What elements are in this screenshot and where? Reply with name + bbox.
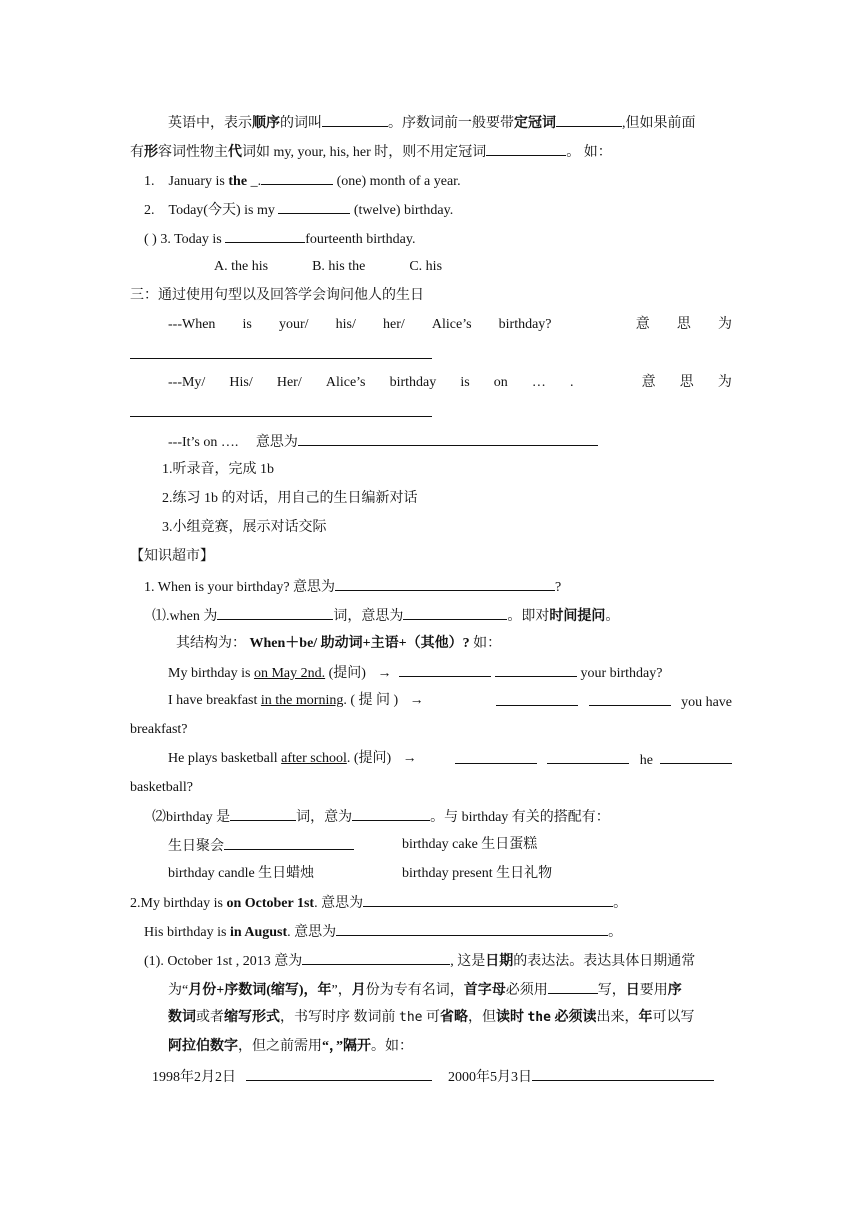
word: is xyxy=(460,375,470,390)
fill-blank[interactable] xyxy=(302,950,450,965)
pattern-2-answer-line xyxy=(130,402,432,424)
word: . xyxy=(569,375,574,390)
collocation-row-1 xyxy=(168,835,354,857)
fill-blank[interactable] xyxy=(455,749,537,764)
bold-text: 年 xyxy=(638,1010,653,1025)
text: _. xyxy=(247,174,262,189)
text: fourteenth birthday. xyxy=(305,232,416,247)
text: 的表达法。表达具体日期通常 xyxy=(513,954,696,969)
fill-blank[interactable] xyxy=(230,806,296,821)
step-3 xyxy=(162,518,327,538)
bold-text: in August xyxy=(229,925,288,940)
word: 思 xyxy=(676,317,691,332)
text: ⑴.when 为 xyxy=(152,609,218,624)
text: 。序数词前一般要带 xyxy=(388,116,514,131)
example-1 xyxy=(168,662,662,684)
arrow-icon: → xyxy=(409,693,424,708)
example-3 xyxy=(168,749,732,771)
bold-text: 阿拉伯数字 xyxy=(168,1039,238,1054)
step-2 xyxy=(162,489,418,509)
text: 2000年5月3日 xyxy=(448,1070,532,1085)
date-rule-line-4 xyxy=(168,1037,413,1057)
bold-text: on October 1st xyxy=(226,896,315,911)
question-3-options xyxy=(214,257,442,277)
fill-blank[interactable] xyxy=(556,112,622,127)
bold-text: 读时 xyxy=(495,1010,528,1025)
fill-blank[interactable] xyxy=(495,662,577,677)
mono-text: the xyxy=(527,1010,551,1025)
word: your/ xyxy=(278,317,309,332)
text: ，书写时序 数词前 xyxy=(280,1010,399,1025)
text: (one) month of a year. xyxy=(333,174,461,189)
word: 意 xyxy=(635,317,650,332)
arrow-icon: → xyxy=(377,666,392,681)
text: you have xyxy=(681,695,732,710)
text: 。 如： xyxy=(566,145,612,160)
text: birthday candle 生日蜡烛 xyxy=(168,866,315,881)
option-a[interactable]: A. the his xyxy=(214,259,269,274)
text: 英语中，表示 xyxy=(168,116,252,131)
text: birthday cake 生日蛋糕 xyxy=(402,837,538,852)
underlined-text: after school xyxy=(281,751,347,766)
fill-blank[interactable] xyxy=(130,344,432,359)
question-number: 1. xyxy=(144,174,155,189)
text: His birthday is xyxy=(144,925,230,940)
text: 。即对 xyxy=(507,609,550,624)
underlined-text: on May 2nd. xyxy=(253,666,326,681)
text: 。 xyxy=(613,896,628,911)
pattern-1 xyxy=(168,315,732,335)
word: is xyxy=(242,317,252,332)
step-1 xyxy=(162,460,274,480)
fill-blank[interactable] xyxy=(352,806,430,821)
text: 词，意思为 xyxy=(333,609,404,624)
fill-blank[interactable] xyxy=(225,228,305,243)
bold-text: 必须读 xyxy=(550,1010,597,1025)
pattern-3 xyxy=(168,431,598,453)
fill-blank[interactable] xyxy=(336,921,608,936)
knowledge-2-b xyxy=(144,921,622,943)
word: his/ xyxy=(335,317,356,332)
fill-blank[interactable] xyxy=(298,431,598,446)
mono-text: the xyxy=(399,1010,423,1025)
text: ? xyxy=(555,580,562,595)
fill-blank[interactable] xyxy=(660,749,732,764)
bold-text: the xyxy=(228,174,248,189)
fill-blank[interactable] xyxy=(532,1066,714,1081)
text: . ( 提 问 ) xyxy=(343,693,402,708)
text: He plays basketball xyxy=(168,751,282,766)
text: (提问) xyxy=(325,666,370,681)
section-3-heading xyxy=(130,286,424,306)
bold-text: 月 xyxy=(351,983,366,998)
word: birthday xyxy=(389,375,437,390)
bold-text: When＋be/ 助动词+主语+（其他）? xyxy=(249,636,470,651)
text: . 意思为 xyxy=(287,925,337,940)
bold-text: 省略 xyxy=(439,1010,468,1025)
bold-text: 形 xyxy=(144,145,158,160)
fill-blank[interactable] xyxy=(278,199,350,214)
knowledge-1 xyxy=(144,576,561,598)
fill-blank[interactable] xyxy=(589,691,671,706)
text: 3.小组竞赛，展示对话交际 xyxy=(162,520,327,535)
text: January is xyxy=(168,174,229,189)
example-3-cont xyxy=(130,778,193,798)
bold-text: 序 xyxy=(667,983,682,998)
fill-blank[interactable] xyxy=(322,112,388,127)
word: on xyxy=(493,375,508,390)
text: your birthday? xyxy=(576,666,663,681)
text: 写， xyxy=(597,983,626,998)
text: . 意思为 xyxy=(314,896,364,911)
text: 。如： xyxy=(371,1039,413,1054)
word: ---When xyxy=(168,317,216,332)
text: 为“ xyxy=(168,983,189,998)
text: Today(今天) is my xyxy=(168,203,279,218)
text: 。与 birthday 有关的搭配有： xyxy=(430,810,610,825)
text: breakfast? xyxy=(130,722,188,737)
question-3 xyxy=(144,228,415,250)
fill-blank[interactable] xyxy=(548,979,598,994)
text: (twelve) birthday. xyxy=(350,203,454,218)
word: Alice’s xyxy=(431,317,472,332)
fill-blank[interactable] xyxy=(486,141,566,156)
text: birthday present 生日礼物 xyxy=(402,866,553,881)
text: 出来， xyxy=(596,1010,639,1025)
fill-blank[interactable] xyxy=(217,605,333,620)
text: ，但 xyxy=(467,1010,496,1025)
text: 可以写 xyxy=(652,1010,695,1025)
bold-text: 首字母 xyxy=(463,983,506,998)
word: birthday? xyxy=(498,317,552,332)
example-2-cont xyxy=(130,720,188,740)
text: 其结构为： xyxy=(176,636,250,651)
word: 为 xyxy=(717,317,732,332)
text: , 这是 xyxy=(450,954,486,969)
question-number: 2. xyxy=(144,203,155,218)
structure-line xyxy=(176,634,501,654)
option-c[interactable]: C. his xyxy=(409,259,443,274)
bold-text: “，”隔开 xyxy=(322,1039,371,1054)
fill-blank[interactable] xyxy=(246,1066,432,1081)
collocation-row-2 xyxy=(168,864,314,884)
fill-blank[interactable] xyxy=(130,402,432,417)
text: ，但之前需用 xyxy=(238,1039,322,1054)
text: 的词叫 xyxy=(280,116,322,131)
ordinal-paragraph-line-2 xyxy=(130,141,612,163)
bold-text: 顺序 xyxy=(252,116,280,131)
fill-blank[interactable] xyxy=(261,170,333,185)
text: 生日聚会 xyxy=(168,839,224,854)
text: 容词性物主 xyxy=(158,145,228,160)
text: 必须用 xyxy=(505,983,548,998)
word: … xyxy=(531,375,546,390)
word: His/ xyxy=(229,375,253,390)
text: 或者 xyxy=(196,1010,224,1025)
example-2 xyxy=(168,691,732,713)
ordinal-paragraph-line-1 xyxy=(168,112,696,134)
fill-blank[interactable] xyxy=(335,576,555,591)
text: 如： xyxy=(469,636,502,651)
option-b[interactable]: B. his the xyxy=(312,259,366,274)
word: ---My/ xyxy=(168,375,206,390)
text: I have breakfast xyxy=(168,693,261,708)
text: ,但如果前面 xyxy=(622,116,696,131)
knowledge-2 xyxy=(130,892,627,914)
word: 为 xyxy=(717,375,732,390)
text: 要用 xyxy=(639,983,668,998)
date-rule-line-2 xyxy=(168,979,682,1001)
text: 词如 my, your, his, her 时，则不用定冠词 xyxy=(242,145,487,160)
word: Her/ xyxy=(276,375,302,390)
word: 思 xyxy=(679,375,694,390)
text: 份为专有名词， xyxy=(365,983,464,998)
date-rule-line-3 xyxy=(168,1008,694,1028)
bold-text: 时间提问 xyxy=(549,609,606,624)
collocation-row-1-b xyxy=(402,835,537,855)
text: ”， xyxy=(331,983,352,998)
fill-blank[interactable] xyxy=(399,662,491,677)
text: 1998年2月2日 xyxy=(152,1070,236,1085)
question-2 xyxy=(144,199,453,221)
bold-text: 缩写形式 xyxy=(224,1010,280,1025)
date-rule-line-1 xyxy=(144,950,695,972)
text: 2.练习 1b 的对话，用自己的生日编新对话 xyxy=(162,491,418,506)
text: My birthday is xyxy=(168,666,254,681)
pattern-1-answer-line xyxy=(130,344,432,366)
fill-blank[interactable] xyxy=(403,605,507,620)
text: 。 xyxy=(605,609,620,624)
pattern-2 xyxy=(168,373,732,393)
section-title: 三：通过使用句型以及回答学会询问他人的生日 xyxy=(130,288,424,303)
collocation-row-2-b xyxy=(402,864,552,884)
text: 有 xyxy=(130,145,144,160)
fill-blank[interactable] xyxy=(224,835,354,850)
fill-blank[interactable] xyxy=(496,691,578,706)
bold-text: 代 xyxy=(228,145,242,160)
date-examples xyxy=(152,1066,714,1088)
text: 2.My birthday is xyxy=(130,896,227,911)
fill-blank[interactable] xyxy=(547,749,629,764)
text: he xyxy=(639,753,653,768)
section-title: 【知识超市】 xyxy=(130,549,214,564)
text: . (提问) xyxy=(346,751,395,766)
bold-text: 月份+序数词(缩写)，年 xyxy=(188,983,332,998)
fill-blank[interactable] xyxy=(363,892,613,907)
text: ( ) 3. Today is xyxy=(144,232,226,247)
bold-text: 日 xyxy=(625,983,640,998)
knowledge-1-when xyxy=(152,605,619,627)
knowledge-heading xyxy=(130,547,214,567)
text: ⑵birthday 是 xyxy=(152,810,231,825)
text: 词，意为 xyxy=(296,810,353,825)
arrow-icon: → xyxy=(402,751,417,766)
bold-text: 日期 xyxy=(485,954,514,969)
underlined-text: in the morning xyxy=(260,693,344,708)
bold-text: 定冠词 xyxy=(514,116,556,131)
text: 可 xyxy=(422,1010,440,1025)
word: Alice’s xyxy=(325,375,366,390)
text: 1. When is your birthday? 意思为 xyxy=(144,580,336,595)
text: 意思为 xyxy=(255,435,298,450)
question-1 xyxy=(144,170,461,192)
text: 。 xyxy=(608,925,623,940)
word: 意 xyxy=(641,375,656,390)
text: (1). October 1st , 2013 意为 xyxy=(144,954,303,969)
knowledge-1-birthday xyxy=(152,806,610,828)
word: her/ xyxy=(383,317,405,332)
text: 1.听录音，完成 1b xyxy=(162,462,274,477)
bold-text: 数词 xyxy=(168,1010,196,1025)
text: ---It’s on …. xyxy=(168,435,242,450)
text: basketball? xyxy=(130,780,193,795)
